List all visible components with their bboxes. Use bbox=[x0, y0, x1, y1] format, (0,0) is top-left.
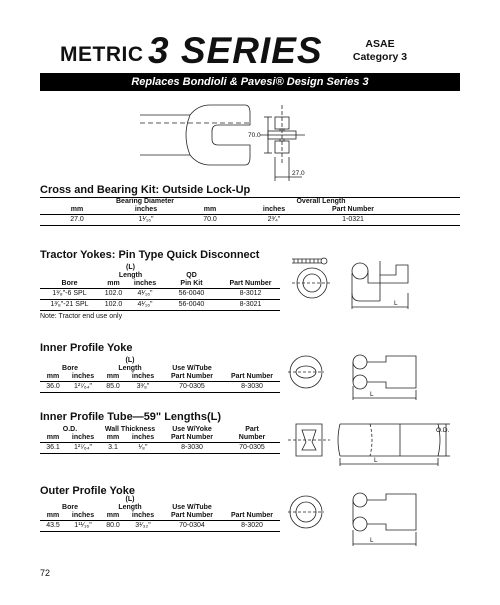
table-row bbox=[40, 521, 280, 532]
asae-line1: ASAE bbox=[365, 38, 395, 50]
cell: 8-3021 bbox=[239, 301, 262, 308]
cell: 102.0 bbox=[104, 301, 123, 308]
dim-height: 70.0 bbox=[248, 132, 261, 139]
hdr-part1: Part bbox=[245, 426, 259, 433]
dim-l: L bbox=[370, 537, 374, 544]
hdr-mm: mm bbox=[100, 434, 126, 443]
hdr-overall: Overall Length bbox=[296, 198, 346, 205]
hdr-mm: mm bbox=[40, 512, 66, 521]
replaces-banner: Replaces Bondioli & Pavesi® Design Series 3 bbox=[40, 73, 460, 91]
cell: 8-3012 bbox=[239, 290, 262, 297]
hdr-inches: inches bbox=[66, 434, 100, 443]
hdr-part: Part Number bbox=[221, 280, 280, 289]
inner-tube-drawing bbox=[288, 418, 460, 468]
cell: 8-3030 bbox=[241, 383, 263, 390]
cell: 4¹⁄₁₆" bbox=[137, 301, 153, 308]
dim-l: L bbox=[394, 300, 398, 307]
hdr-length: Length bbox=[118, 504, 142, 511]
hdr-mm: mm bbox=[100, 512, 126, 521]
cell: 8-3030 bbox=[181, 444, 203, 451]
cell: 70-0305 bbox=[239, 444, 265, 451]
cell: 36.0 bbox=[46, 383, 60, 390]
cell: 43.5 bbox=[46, 522, 60, 529]
inner-yoke-table bbox=[40, 357, 280, 393]
tractor-yoke-drawing bbox=[288, 253, 460, 313]
tractor-yokes-table bbox=[40, 264, 280, 311]
outer-yoke-drawing bbox=[288, 490, 460, 548]
cell: 8-3020 bbox=[241, 522, 263, 529]
hdr-use-part: Part Number bbox=[160, 373, 224, 382]
asae-category bbox=[340, 38, 420, 64]
hdr-use-part: Part Number bbox=[160, 434, 224, 443]
hdr-wall: Wall Thickness bbox=[104, 426, 156, 433]
inner-yoke-title: Inner Profile Yoke bbox=[40, 342, 133, 354]
hdr-part: Part Number bbox=[306, 206, 400, 215]
cell: 1-0321 bbox=[342, 216, 364, 223]
cell: 1²⁷⁄₆₄" bbox=[73, 383, 93, 390]
cell: 102.0 bbox=[104, 290, 123, 297]
hdr-inches: inches bbox=[66, 512, 100, 521]
hdr-part2: Number bbox=[224, 434, 280, 443]
dim-l: L bbox=[370, 391, 374, 398]
hdr-use-part: Part Number bbox=[160, 512, 224, 521]
hdr-bore: Bore bbox=[62, 504, 78, 511]
outer-yoke-title: Outer Profile Yoke bbox=[40, 485, 135, 497]
hdr-qd: QD bbox=[186, 272, 197, 279]
cell: 1³⁄₈"-21 SPL bbox=[50, 301, 89, 308]
hdr-inches: inches bbox=[66, 373, 100, 382]
metric-label: METRIC bbox=[60, 43, 144, 66]
cell: 56-0040 bbox=[178, 301, 205, 308]
cell: 2³⁄₄" bbox=[267, 216, 281, 223]
inner-tube-title: Inner Profile Tube—59" Lengths(L) bbox=[40, 411, 222, 423]
cell: 1²⁷⁄₆₄" bbox=[73, 444, 93, 451]
hdr-length-l: (L) bbox=[125, 357, 135, 364]
hdr-length: Length bbox=[118, 272, 143, 279]
cell: 80.0 bbox=[106, 522, 120, 529]
cell: 56-0040 bbox=[178, 290, 205, 297]
hdr-inches: inches bbox=[126, 512, 160, 521]
cell: 1¹⁄₁₆" bbox=[138, 216, 154, 223]
hdr-length-l: (L) bbox=[125, 496, 135, 503]
hdr-od: O.D. bbox=[62, 426, 78, 433]
dim-l: L bbox=[374, 457, 378, 464]
hdr-inches: inches bbox=[114, 206, 178, 215]
page-number: 72 bbox=[40, 568, 51, 578]
cell: 36.1 bbox=[46, 444, 60, 451]
hdr-bearing: Bearing Diameter bbox=[116, 198, 174, 205]
table-row bbox=[40, 443, 280, 454]
hdr-mm: mm bbox=[99, 280, 128, 289]
hdr-mm: mm bbox=[40, 434, 66, 443]
hdr-bore: Bore bbox=[62, 365, 78, 372]
cell: 3¹⁄₃₂" bbox=[135, 522, 151, 529]
cell: 3.1 bbox=[108, 444, 118, 451]
hdr-inches: inches bbox=[126, 373, 160, 382]
hdr-pinkit: Pin Kit bbox=[162, 280, 221, 289]
table-row bbox=[40, 300, 280, 311]
cell: 1³⁄₈"-6 SPL bbox=[52, 290, 87, 297]
cross-bearing-title: Cross and Bearing Kit: Outside Lock-Up bbox=[40, 184, 251, 196]
cell: 1¹¹⁄₁₆" bbox=[74, 522, 92, 529]
hdr-inches: inches bbox=[242, 206, 306, 215]
hdr-length-l: (L) bbox=[126, 264, 135, 271]
hdr-mm: mm bbox=[40, 206, 114, 215]
hdr-part: Part Number bbox=[224, 512, 280, 521]
cell: 4¹⁄₁₆" bbox=[137, 290, 153, 297]
inner-tube-table bbox=[40, 426, 280, 454]
inner-yoke-drawing bbox=[288, 350, 460, 402]
hdr-bore: Bore bbox=[40, 280, 99, 289]
hdr-use: Use W/Yoke bbox=[172, 426, 212, 433]
cell: 3³⁄₈" bbox=[136, 383, 150, 390]
dim-width: 27.0 bbox=[292, 170, 305, 177]
hdr-part: Part Number bbox=[224, 373, 280, 382]
hdr-use: Use W/Tube bbox=[172, 365, 212, 372]
hdr-length: Length bbox=[118, 365, 142, 372]
cell: 27.0 bbox=[70, 216, 84, 223]
series-title: 3 SERIES bbox=[148, 30, 323, 71]
hdr-inches: inches bbox=[128, 280, 162, 289]
hdr-inches: inches bbox=[126, 434, 160, 443]
cell: 85.0 bbox=[106, 383, 120, 390]
cell: ¹⁄₈" bbox=[138, 444, 148, 451]
outer-yoke-table bbox=[40, 496, 280, 532]
hdr-mm: mm bbox=[40, 373, 66, 382]
cell: 70-0304 bbox=[179, 522, 205, 529]
cell: 70-0305 bbox=[179, 383, 205, 390]
cell: 70.0 bbox=[203, 216, 217, 223]
table-row bbox=[40, 289, 280, 300]
table-row bbox=[40, 215, 460, 226]
hdr-mm: mm bbox=[100, 373, 126, 382]
hdr-use: Use W/Tube bbox=[172, 504, 212, 511]
hdr-mm: mm bbox=[178, 206, 242, 215]
joint-drawing bbox=[130, 95, 360, 185]
asae-line2: Category 3 bbox=[352, 51, 408, 63]
tractor-note: Note: Tractor end use only bbox=[40, 313, 123, 320]
dim-od: O.D. bbox=[436, 427, 450, 434]
table-row bbox=[40, 382, 280, 393]
cross-bearing-table bbox=[40, 197, 460, 226]
tractor-yokes-title: Tractor Yokes: Pin Type Quick Disconnect bbox=[40, 249, 260, 261]
